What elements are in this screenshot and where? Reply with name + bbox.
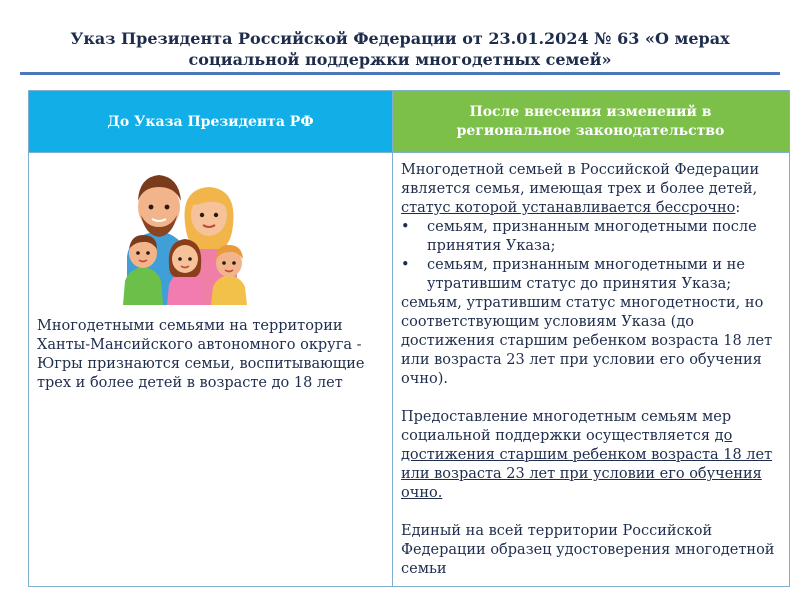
status-bullet-list — [401, 218, 785, 294]
page-title: Указ Президента Российской Федерации от 23.01.2024 № 63 «О мерах социальной поддержки многодетных семей» — [70, 29, 730, 69]
column-divider — [392, 91, 393, 586]
after-paragraph-support — [401, 408, 785, 503]
after-description — [401, 161, 785, 579]
support-condition-text: до достижения старшим ребенком возраста 18 лет или возраста 23 лет при условии его обучения очно. — [401, 428, 773, 501]
comparison-table — [28, 90, 790, 587]
support-lead-text: Предоставление многодетным семьям мер социальной поддержки осуществляется — [401, 409, 732, 444]
after-paragraph-lost-status: семьям, утратившим статус многодетности, но соответствующим условиям Указа (до достижения старшим ребенком возраста 18 лет или возраста 23 лет при условии его обучения очно). — [401, 295, 773, 387]
bullet-icon: • — [401, 257, 410, 273]
column-header-after — [392, 91, 789, 152]
after-paragraph-certificate: Единый на всей территории Российской Федерации образец удостоверения многодетной семьи — [401, 523, 775, 577]
list-item-text: семьям, признанным многодетными после принятия Указа; — [427, 219, 757, 254]
bullet-icon: • — [401, 219, 410, 235]
header-divider — [29, 152, 789, 153]
title-underline — [20, 72, 780, 75]
column-header-before-label: До Указа Президента РФ — [107, 113, 314, 130]
status-colon: : — [735, 200, 741, 216]
after-paragraph-status — [401, 161, 785, 218]
status-perpetual-text: статус которой устанавливается бессрочно — [401, 200, 736, 216]
status-lead-text: Многодетной семьей в Российской Федерации является семья, имеющая трех и более детей, — [401, 162, 760, 197]
paragraph-spacer — [401, 389, 785, 408]
list-item — [401, 218, 785, 256]
paragraph-spacer — [401, 503, 785, 522]
column-header-before — [29, 91, 392, 152]
family-icon — [121, 165, 253, 305]
list-item-text: семьям, признанным многодетными и не утратившим статус до принятия Указа; — [427, 257, 745, 292]
list-item — [401, 256, 785, 294]
before-description: Многодетными семьями на территории Ханты-Мансийского автономного округа - Югры признаются семьи, воспитывающие трех и более детей в возрасте до 18 лет — [37, 318, 365, 391]
column-header-after-label: После внесения изменений в региональное законодательство — [456, 103, 725, 139]
